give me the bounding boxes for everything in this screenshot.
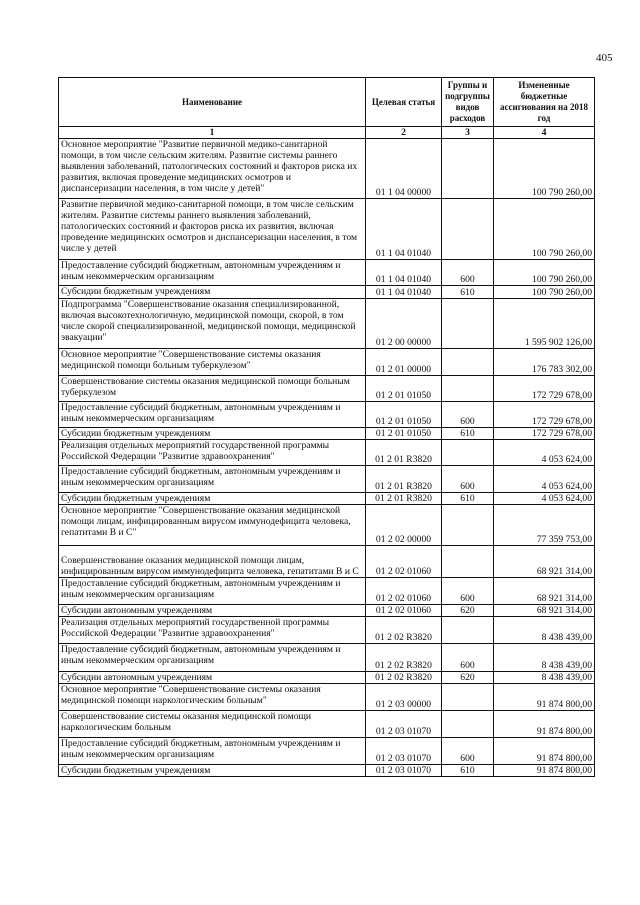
row-amount: 172 729 678,00	[494, 402, 595, 428]
row-amount: 91 874 800,00	[494, 738, 595, 765]
row-amount: 100 790 260,00	[494, 286, 595, 299]
row-target-code: 01 2 01 R3820	[366, 493, 442, 505]
row-expense-group: 610	[442, 493, 494, 505]
row-name: Субсидии бюджетным учреждениям	[59, 286, 366, 299]
row-expense-group	[442, 617, 494, 644]
row-expense-group: 610	[442, 428, 494, 440]
row-expense-group: 610	[442, 765, 494, 777]
row-name: Предоставление субсидий бюджетным, автономным учреждениям и иным некоммерческим организациям	[59, 466, 366, 493]
row-expense-group	[442, 684, 494, 711]
row-amount: 100 790 260,00	[494, 260, 595, 286]
table-row	[59, 617, 595, 644]
column-number: 3	[442, 127, 494, 139]
column-number: 4	[494, 127, 595, 139]
row-target-code: 01 2 02 01060	[366, 605, 442, 617]
row-amount: 91 874 800,00	[494, 765, 595, 777]
table-row	[59, 376, 595, 402]
row-name: Совершенствование оказания медицинской помощи лицам, инфицированным вирусом иммунодефицита человека, гепатитами В и С	[59, 546, 366, 578]
column-number: 2	[366, 127, 442, 139]
row-target-code: 01 1 04 01040	[366, 260, 442, 286]
row-name: Подпрограмма "Совершенствование оказания специализированной, включая высокотехнологичную, медицинской помощи, скорой, в том числе скорой специализированной, медицинской помощи, медицинской эвакуации"	[59, 299, 366, 349]
table-row	[59, 644, 595, 672]
row-name: Предоставление субсидий бюджетным, автономным учреждениям и иным некоммерческим организациям	[59, 260, 366, 286]
row-name: Основное мероприятие "Развитие первичной медико-санитарной помощи, в том числе сельским жителям. Развитие системы раннего выявления заболеваний, патологических состояний и факторов риска их развития, включая проведение медицинских осмотров и диспансеризации населения, в том числе у детей"	[59, 139, 366, 199]
table-row	[59, 299, 595, 349]
page-number: 405	[596, 52, 613, 64]
row-target-code: 01 2 01 R3820	[366, 466, 442, 493]
row-amount: 77 359 753,00	[494, 505, 595, 546]
row-target-code: 01 2 02 R3820	[366, 617, 442, 644]
row-name: Основное мероприятие "Совершенствование системы оказания медицинской помощи больным туберкулезом"	[59, 349, 366, 376]
row-amount: 68 921 314,00	[494, 546, 595, 578]
row-amount: 100 790 260,00	[494, 139, 595, 199]
column-number-row	[59, 127, 595, 139]
column-number: 1	[59, 127, 366, 139]
table-row	[59, 440, 595, 466]
row-name: Основное мероприятие "Совершенствование оказания медицинской помощи лицам, инфицированным вирусом иммунодефицита человека, гепатитами В и С"	[59, 505, 366, 546]
row-name: Реализация отдельных мероприятий государственной программы Российской Федерации "Развитие здравоохранения"	[59, 617, 366, 644]
table-row	[59, 199, 595, 260]
table-row	[59, 711, 595, 738]
row-amount: 4 053 624,00	[494, 440, 595, 466]
row-target-code: 01 2 03 00000	[366, 684, 442, 711]
row-name: Предоставление субсидий бюджетным, автономным учреждениям и иным некоммерческим организациям	[59, 644, 366, 672]
table-row	[59, 578, 595, 605]
row-expense-group	[442, 349, 494, 376]
row-expense-group	[442, 139, 494, 199]
table-row	[59, 260, 595, 286]
row-expense-group	[442, 376, 494, 402]
row-target-code: 01 2 01 01050	[366, 376, 442, 402]
row-target-code: 01 2 01 01050	[366, 402, 442, 428]
row-target-code: 01 2 02 01060	[366, 578, 442, 605]
row-amount: 91 874 800,00	[494, 711, 595, 738]
row-amount: 68 921 314,00	[494, 578, 595, 605]
row-target-code: 01 2 02 R3820	[366, 672, 442, 684]
header-name: Наименование	[59, 78, 366, 127]
row-target-code: 01 1 04 00000	[366, 139, 442, 199]
row-expense-group: 620	[442, 672, 494, 684]
row-target-code: 01 2 00 00000	[366, 299, 442, 349]
row-name: Субсидии автономным учреждениям	[59, 672, 366, 684]
row-amount: 100 790 260,00	[494, 199, 595, 260]
row-expense-group: 600	[442, 738, 494, 765]
table-row	[59, 672, 595, 684]
row-name: Субсидии бюджетным учреждениям	[59, 493, 366, 505]
budget-allocation-table	[58, 77, 595, 777]
table-header-row	[59, 78, 595, 127]
table-row	[59, 605, 595, 617]
row-expense-group	[442, 711, 494, 738]
table-row	[59, 505, 595, 546]
row-expense-group	[442, 440, 494, 466]
row-expense-group: 600	[442, 578, 494, 605]
row-name: Совершенствование системы оказания медицинской помощи наркологическим больным	[59, 711, 366, 738]
row-expense-group	[442, 299, 494, 349]
row-name: Субсидии бюджетным учреждениям	[59, 428, 366, 440]
table-row	[59, 428, 595, 440]
row-target-code: 01 2 01 R3820	[366, 440, 442, 466]
row-target-code: 01 2 03 01070	[366, 738, 442, 765]
row-name: Предоставление субсидий бюджетным, автономным учреждениям и иным некоммерческим организациям	[59, 578, 366, 605]
row-amount: 176 783 302,00	[494, 349, 595, 376]
row-name: Развитие первичной медико-санитарной помощи, в том числе сельским жителям. Развитие системы раннего выявления заболеваний, патологических состояний и факторов риска их развития, включая проведение медицинских осмотров и диспансеризации населения, в том числе у детей	[59, 199, 366, 260]
header-amount: Измененные бюджетные ассигнования на 2018 год	[494, 78, 595, 127]
table-row	[59, 402, 595, 428]
row-amount: 1 595 902 126,00	[494, 299, 595, 349]
row-target-code: 01 2 01 01050	[366, 428, 442, 440]
header-expense-group: Группы и подгруппы видов расходов	[442, 78, 494, 127]
row-amount: 68 921 314,00	[494, 605, 595, 617]
table-row	[59, 546, 595, 578]
row-target-code: 01 2 02 R3820	[366, 644, 442, 672]
row-expense-group	[442, 199, 494, 260]
table-row	[59, 466, 595, 493]
table-row	[59, 286, 595, 299]
row-amount: 4 053 624,00	[494, 466, 595, 493]
row-amount: 8 438 439,00	[494, 644, 595, 672]
row-amount: 4 053 624,00	[494, 493, 595, 505]
row-expense-group: 600	[442, 260, 494, 286]
table-row	[59, 139, 595, 199]
row-amount: 172 729 678,00	[494, 428, 595, 440]
row-target-code: 01 2 03 01070	[366, 765, 442, 777]
row-amount: 172 729 678,00	[494, 376, 595, 402]
row-amount: 8 438 439,00	[494, 617, 595, 644]
row-name: Реализация отдельных мероприятий государственной программы Российской Федерации "Развитие здравоохранения"	[59, 440, 366, 466]
table-row	[59, 493, 595, 505]
row-name: Предоставление субсидий бюджетным, автономным учреждениям и иным некоммерческим организациям	[59, 402, 366, 428]
table-row	[59, 765, 595, 777]
row-expense-group	[442, 546, 494, 578]
row-expense-group	[442, 505, 494, 546]
header-target-article: Целевая статья	[366, 78, 442, 127]
row-target-code: 01 2 02 01060	[366, 546, 442, 578]
row-name: Субсидии бюджетным учреждениям	[59, 765, 366, 777]
table-row	[59, 738, 595, 765]
row-name: Совершенствование системы оказания медицинской помощи больным туберкулезом	[59, 376, 366, 402]
row-target-code: 01 1 04 01040	[366, 286, 442, 299]
row-amount: 8 438 439,00	[494, 672, 595, 684]
row-expense-group: 600	[442, 402, 494, 428]
row-expense-group: 600	[442, 644, 494, 672]
row-name: Предоставление субсидий бюджетным, автономным учреждениям и иным некоммерческим организациям	[59, 738, 366, 765]
row-name: Субсидии автономным учреждениям	[59, 605, 366, 617]
row-target-code: 01 2 03 01070	[366, 711, 442, 738]
row-amount: 91 874 800,00	[494, 684, 595, 711]
table-row	[59, 349, 595, 376]
row-target-code: 01 2 01 00000	[366, 349, 442, 376]
row-expense-group: 600	[442, 466, 494, 493]
row-name: Основное мероприятие "Совершенствование системы оказания медицинской помощи наркологическим больным"	[59, 684, 366, 711]
row-target-code: 01 1 04 01040	[366, 199, 442, 260]
row-target-code: 01 2 02 00000	[366, 505, 442, 546]
row-expense-group: 610	[442, 286, 494, 299]
table-row	[59, 684, 595, 711]
row-expense-group: 620	[442, 605, 494, 617]
